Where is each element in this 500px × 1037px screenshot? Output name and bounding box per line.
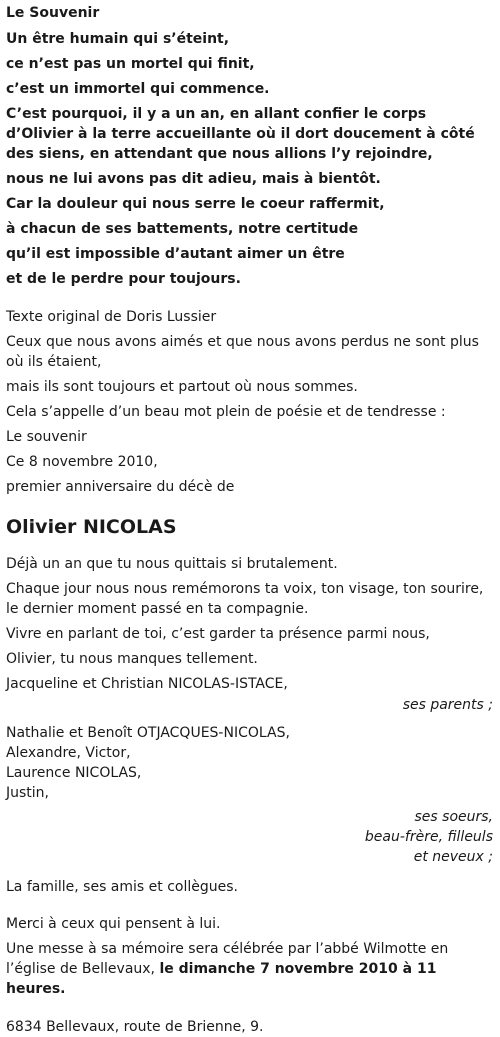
intro-line: Ceux que nous avons aimés et que nous avons perdus ne sont plus où ils étaient, xyxy=(6,334,479,370)
sibling-names: Nathalie et Benoît OTJACQUES-NICOLAS, xyxy=(6,725,290,741)
poem-line: Car la douleur qui nous serre le coeur raffermit, xyxy=(6,196,385,212)
poem-line: Un être humain qui s’éteint, xyxy=(6,31,230,47)
sibling-names: Laurence NICOLAS, xyxy=(6,765,142,781)
parents-names: Jacqueline et Christian NICOLAS-ISTACE, xyxy=(6,676,288,692)
deceased-name: Olivier NICOLAS xyxy=(6,516,177,538)
siblings-role: et neveux ; xyxy=(413,849,493,865)
mass-date: le dimanche 7 novembre 2010 à 11 heures. xyxy=(6,961,437,997)
message-block xyxy=(6,554,493,669)
family-block xyxy=(6,674,493,897)
message-line: Chaque jour nous nous remémorons ta voix, ton visage, ton sourire, le dernier moment passé en ta compagnie. xyxy=(6,581,484,617)
intro-block xyxy=(6,307,493,497)
poem-line: à chacun de ses battements, notre certitude xyxy=(6,221,359,237)
address-line: 6834 Bellevaux, route de Brienne, 9. xyxy=(6,1019,264,1035)
poem-line: et de le perdre pour toujours. xyxy=(6,271,241,287)
poem-line: ce n’est pas un mortel qui finit, xyxy=(6,56,255,72)
poem-line: C’est pourquoi, il y a un an, en allant confier le corps d’Olivier à la terre accueillante où il dort doucement à côté des siens, en attendant que nous allions l’y rejoindre, xyxy=(6,106,475,162)
author-credit: Texte original de Doris Lussier xyxy=(6,309,217,325)
poem-title: Le Souvenir xyxy=(6,5,100,21)
intro-line: Ce 8 novembre 2010, xyxy=(6,454,158,470)
message-line: Déjà un an que tu nous quittais si brutalement. xyxy=(6,556,338,572)
poem-line: nous ne lui avons pas dit adieu, mais à bientôt. xyxy=(6,171,381,187)
intro-line: premier anniversaire du décè de xyxy=(6,479,235,495)
mass-announcement xyxy=(6,939,493,999)
poem-line: qu’il est impossible d’autant aimer un être xyxy=(6,246,345,262)
intro-line: Le souvenir xyxy=(6,429,87,445)
thanks-line: Merci à ceux qui pensent à lui. xyxy=(6,916,221,932)
message-line: Olivier, tu nous manques tellement. xyxy=(6,651,258,667)
parents-role: ses parents ; xyxy=(402,697,493,713)
intro-line: Cela s’appelle d’un beau mot plein de poésie et de tendresse : xyxy=(6,404,446,420)
closing-block xyxy=(6,914,493,1037)
siblings-role: ses soeurs, xyxy=(414,809,493,825)
siblings-role: beau-frère, filleuls xyxy=(364,829,493,845)
sibling-names: Alexandre, Victor, xyxy=(6,745,131,761)
others-line: La famille, ses amis et collègues. xyxy=(6,879,238,895)
message-line: Vivre en parlant de toi, c’est garder ta présence parmi nous, xyxy=(6,626,430,642)
sibling-names: Justin, xyxy=(6,785,49,801)
poem-block xyxy=(6,3,493,289)
intro-line: mais ils sont toujours et partout où nous sommes. xyxy=(6,379,358,395)
poem-line: c’est un immortel qui commence. xyxy=(6,81,270,97)
mass-text: Une messe à sa mémoire sera célébrée par l’abbé Wilmotte en l’église de Bellevaux, xyxy=(6,941,449,977)
